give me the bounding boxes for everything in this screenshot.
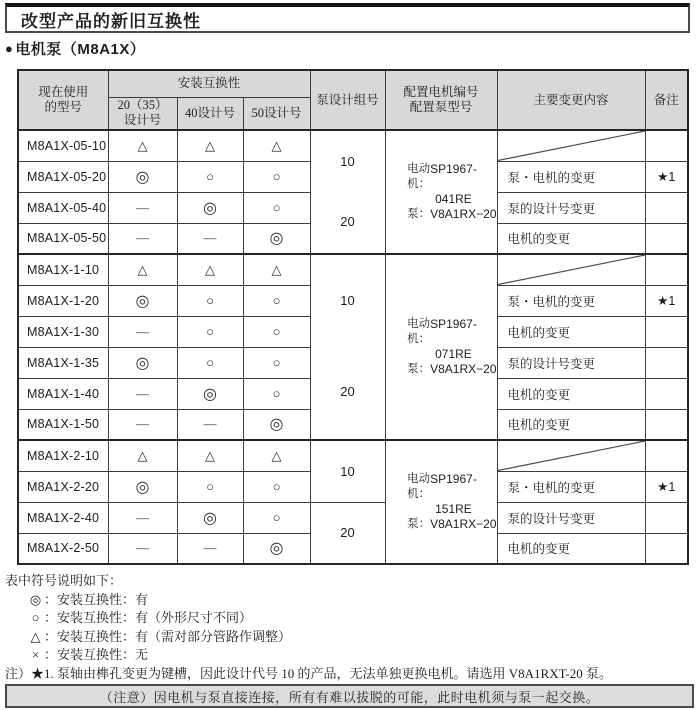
- table-body: [18, 130, 688, 564]
- motor-label: 电动机：: [407, 163, 431, 190]
- motor-pump-config-cell: [385, 254, 497, 440]
- footnote: [5, 665, 612, 684]
- change-cell: 泵的设计号变更: [497, 347, 645, 378]
- compat-symbol-cell: ○: [177, 285, 243, 316]
- remark-cell: ★1: [645, 471, 688, 502]
- model-cell: M8A1X-1-40: [18, 378, 108, 409]
- remark-cell: [645, 254, 688, 285]
- motor-number-line1: SP1967-: [430, 472, 477, 486]
- compat-symbol-cell: —: [108, 502, 177, 533]
- model-cell: M8A1X-1-30: [18, 316, 108, 347]
- compat-symbol-cell: △: [177, 130, 243, 161]
- header-pump-design-group: 泵设计组号: [310, 70, 385, 130]
- config-text: [386, 472, 497, 532]
- table-row: [18, 254, 688, 285]
- compat-symbol-cell: △: [243, 440, 310, 471]
- pump-design-group-cell: 20: [310, 502, 385, 564]
- change-cell-not-applicable: [497, 440, 645, 471]
- footnote-prefix: 注）: [5, 665, 32, 681]
- group-stack: [311, 131, 385, 251]
- compat-symbol-cell: —: [177, 533, 243, 564]
- remark-cell: ★1: [645, 285, 688, 316]
- circle-icon: ○: [31, 610, 40, 625]
- spacer: [386, 347, 431, 362]
- remark-cell: [645, 316, 688, 347]
- motor-label: 电动机：: [407, 318, 431, 345]
- compat-symbol-cell: ◎: [243, 533, 310, 564]
- pump-model: V8A1RX−20: [430, 362, 497, 376]
- star-icon: ★1.: [31, 665, 54, 681]
- section-header: [5, 38, 145, 58]
- page-title: 改型产品的新旧互换性: [21, 11, 201, 31]
- motor-pump-config-cell: [385, 440, 497, 564]
- table-header: [18, 70, 688, 130]
- double-circle-icon: ◎: [29, 591, 42, 607]
- group-number: 20: [340, 384, 355, 399]
- legend-text: 安装互换性：有（外形尺寸不同）: [57, 610, 253, 625]
- compat-symbol-cell: —: [108, 533, 177, 564]
- compat-symbol-cell: —: [108, 316, 177, 347]
- change-cell: 电机的变更: [497, 533, 645, 564]
- group-number: 10: [340, 293, 355, 308]
- compat-symbol-cell: ○: [177, 161, 243, 192]
- model-cell: M8A1X-1-20: [18, 285, 108, 316]
- compat-symbol-cell: ○: [243, 161, 310, 192]
- legend-heading: 表中符号说明如下：: [5, 573, 123, 588]
- compat-symbol-cell: ◎: [108, 471, 177, 502]
- compat-symbol-cell: —: [108, 192, 177, 223]
- legend-item: × ：安装互换性：无: [5, 646, 612, 665]
- remark-cell: [645, 347, 688, 378]
- section-title: 电机泵（M8A1X）: [15, 40, 146, 58]
- bullet-icon: ●: [5, 40, 14, 56]
- header-motor-pump-config: 配置电机编号 配置泵型号: [385, 70, 497, 130]
- model-cell: M8A1X-05-40: [18, 192, 108, 223]
- legend-text: 安装互换性：有（需对部分管路作调整）: [57, 628, 292, 644]
- model-cell: M8A1X-05-20: [18, 161, 108, 192]
- notice-box: [5, 684, 694, 708]
- pump-label: 泵：: [407, 208, 431, 220]
- compat-symbol-cell: △: [108, 254, 177, 285]
- model-cell: M8A1X-05-10: [18, 130, 108, 161]
- compat-symbol-cell: ○: [177, 316, 243, 347]
- compat-symbol-cell: ○: [177, 471, 243, 502]
- change-cell: 电机的变更: [497, 223, 645, 254]
- legend-item: ○ ：安装互换性：有（外形尺寸不同）: [5, 609, 612, 628]
- model-cell: M8A1X-1-50: [18, 409, 108, 440]
- compat-symbol-cell: ◎: [108, 347, 177, 378]
- motor-number-line1: SP1967-: [430, 317, 477, 331]
- header-current-model: 现在使用 的型号: [18, 70, 108, 130]
- config-text: [386, 162, 497, 222]
- table-row: [18, 440, 688, 471]
- model-cell: M8A1X-1-10: [18, 254, 108, 285]
- compat-symbol-cell: ○: [243, 502, 310, 533]
- cross-icon: ×: [31, 647, 40, 662]
- pump-model: V8A1RX−20: [430, 517, 497, 531]
- compat-symbol-cell: —: [108, 409, 177, 440]
- model-cell: M8A1X-2-10: [18, 440, 108, 471]
- motor-pump-config-cell: [385, 130, 497, 254]
- group-stack: [311, 255, 385, 437]
- compat-symbol-cell: ◎: [243, 223, 310, 254]
- change-cell: 泵・电机的变更: [497, 285, 645, 316]
- header-design-40: 40设计号: [177, 97, 243, 130]
- compat-symbol-cell: ○: [243, 316, 310, 347]
- motor-number-line2: 071RE: [435, 347, 472, 361]
- compat-symbol-cell: ◎: [108, 285, 177, 316]
- compatibility-table: [17, 69, 689, 565]
- pump-design-group-cell: [310, 254, 385, 440]
- change-cell: 电机的变更: [497, 316, 645, 347]
- compat-symbol-cell: △: [108, 440, 177, 471]
- remark-cell: ★1: [645, 161, 688, 192]
- header-design-50: 50设计号: [243, 97, 310, 130]
- remark-cell: [645, 533, 688, 564]
- change-cell: 电机的变更: [497, 409, 645, 440]
- motor-number-line1: SP1967-: [430, 162, 477, 176]
- compat-symbol-cell: ◎: [177, 192, 243, 223]
- remark-cell: [645, 409, 688, 440]
- change-cell: 泵・电机的变更: [497, 471, 645, 502]
- compat-symbol-cell: △: [243, 254, 310, 285]
- motor-number-line2: 041RE: [435, 192, 472, 206]
- pump-design-group-cell: 10: [310, 440, 385, 502]
- model-cell: M8A1X-2-20: [18, 471, 108, 502]
- compat-symbol-cell: ○: [243, 192, 310, 223]
- diagonal-slash-icon: [498, 131, 645, 161]
- compat-symbol-cell: △: [177, 440, 243, 471]
- compat-symbol-cell: ◎: [177, 502, 243, 533]
- compat-symbol-cell: —: [108, 223, 177, 254]
- change-cell-not-applicable: [497, 254, 645, 285]
- header-main-changes: 主要变更内容: [497, 70, 645, 130]
- compat-symbol-cell: ○: [177, 347, 243, 378]
- change-cell-not-applicable: [497, 130, 645, 161]
- compat-symbol-cell: ○: [243, 285, 310, 316]
- compat-symbol-cell: △: [243, 130, 310, 161]
- diagonal-slash-icon: [498, 255, 645, 285]
- compat-symbol-cell: —: [108, 378, 177, 409]
- model-cell: M8A1X-2-40: [18, 502, 108, 533]
- spacer: [386, 502, 431, 517]
- pump-label: 泵：: [407, 363, 431, 375]
- page-title-bar: [5, 3, 690, 33]
- legend-text: 安装互换性：无: [57, 647, 149, 662]
- legend-item: ◎ ：安装互换性：有: [5, 591, 612, 610]
- compat-symbol-cell: ◎: [243, 409, 310, 440]
- config-text: [386, 317, 497, 377]
- header-install-compat: 安装互换性: [108, 70, 310, 97]
- pump-design-group-cell: [310, 130, 385, 254]
- header-design-20: 20（35） 设计号: [108, 97, 177, 130]
- spacer: [386, 192, 431, 207]
- compat-symbol-cell: ○: [243, 471, 310, 502]
- remark-cell: [645, 440, 688, 471]
- compat-symbol-cell: —: [177, 223, 243, 254]
- legend: [5, 572, 612, 683]
- remark-cell: [645, 223, 688, 254]
- remark-cell: [645, 192, 688, 223]
- compat-symbol-cell: △: [177, 254, 243, 285]
- compat-symbol-cell: △: [108, 130, 177, 161]
- pump-model: V8A1RX−20: [430, 207, 497, 221]
- diagonal-slash-icon: [498, 441, 645, 471]
- model-cell: M8A1X-2-50: [18, 533, 108, 564]
- triangle-icon: △: [30, 628, 41, 644]
- notice-text: （注意）因电机与泵直接连接，所有有难以拔脱的可能，此时电机须与泵一起交换。: [99, 689, 600, 705]
- remark-cell: [645, 502, 688, 533]
- compat-symbol-cell: ○: [243, 378, 310, 409]
- pump-label: 泵：: [407, 518, 431, 530]
- compat-symbol-cell: ○: [243, 347, 310, 378]
- table-row: [18, 502, 688, 533]
- legend-item: △ ：安装互换性：有（需对部分管路作调整）: [5, 628, 612, 647]
- change-cell: 泵的设计号变更: [497, 192, 645, 223]
- header-remark: 备注: [645, 70, 688, 130]
- motor-number-line2: 151RE: [435, 502, 472, 516]
- compat-symbol-cell: ◎: [108, 161, 177, 192]
- change-cell: 电机的变更: [497, 378, 645, 409]
- table-row: [18, 130, 688, 161]
- motor-label: 电动机：: [407, 473, 431, 500]
- compat-symbol-cell: ◎: [177, 378, 243, 409]
- remark-cell: [645, 130, 688, 161]
- compat-symbol-cell: —: [177, 409, 243, 440]
- footnote-text: 泵轴由榫孔变更为键槽，因此设计代号 10 的产品，无法单独更换电机。请选用 V8A1RXT-20 泵。: [57, 665, 612, 681]
- group-number: 20: [340, 213, 355, 229]
- change-cell: 泵・电机的变更: [497, 161, 645, 192]
- remark-cell: [645, 378, 688, 409]
- model-cell: M8A1X-1-35: [18, 347, 108, 378]
- group-number: 10: [340, 153, 355, 169]
- legend-text: 安装互换性：有: [57, 591, 149, 607]
- change-cell: 泵的设计号变更: [497, 502, 645, 533]
- model-cell: M8A1X-05-50: [18, 223, 108, 254]
